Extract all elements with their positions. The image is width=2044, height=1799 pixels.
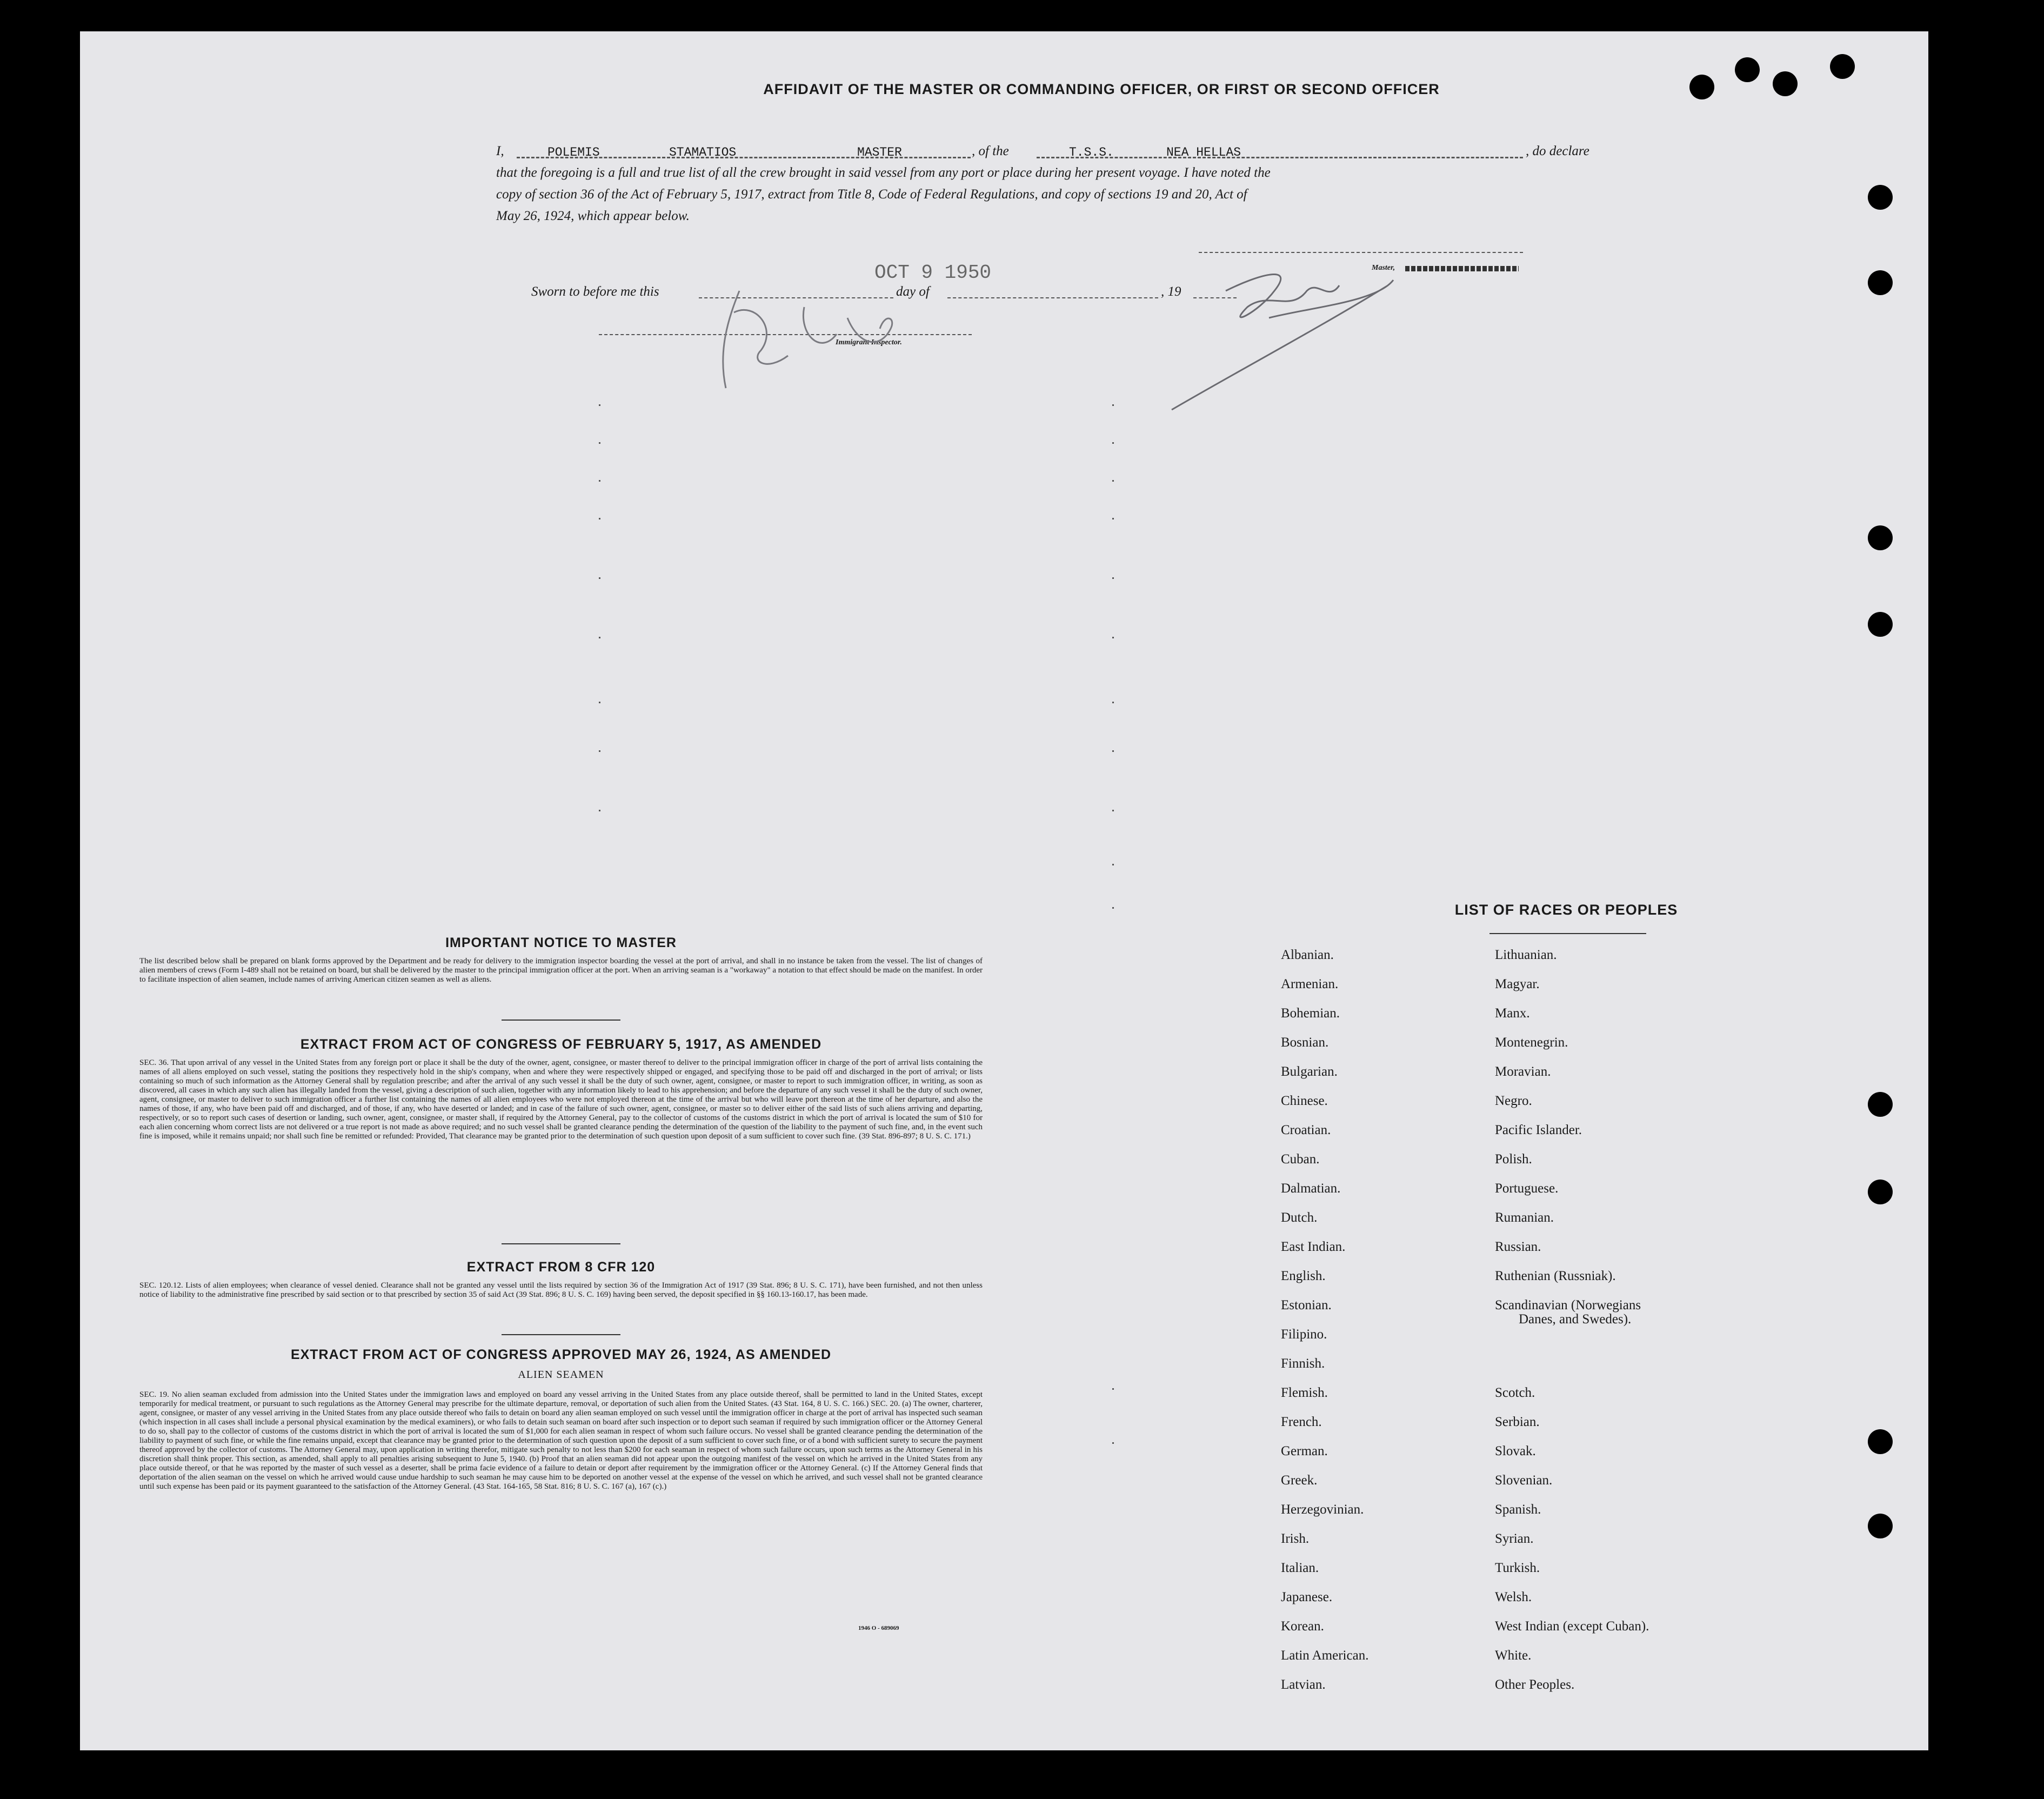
extract-1924-text: SEC. 19. No alien seaman excluded from admission into the United States under the immigration laws and employed on board any vessel arriving in the United States from any place outside thereof, shall be permitted to land in the United States, except temporarily for medical treatment, or pursuant to such regulations as the Attorney General may prescribe for the ultimate departure, removal, or deportation of such alien from the United States. (43 Stat. 164, 8 U. S. C. 166.) SEC. 20. (a) The owner, charterer, agent, consignee, or master of any vessel arriving in the United States from any place outside thereof who fails to detain on board any alien seaman employed on such vessel until the immigration officer in charge at the port of arrival has inspected such seaman (which inspection in all cases shall include a personal physical examination by the medical examiners), or who fails to detain such seaman on board after such inspection or to deport such seaman if required by such immigration officer or the Attorney General to do so, shall pay to the collector of customs of the customs district in which the port of arrival is located the sum of $1,000 for each alien seaman in respect of whom such failure occurs. No vessel shall be granted clearance pending the determination of the liability to payment of such fine, or while the fine remains unpaid, except that clearance may be granted prior to the determination of such question upon the deposit of a sum sufficient to cover such fine, or of a bond with sufficient surety to secure the payment thereof approved by the collector of customs. The Attorney General may, upon application in writing therefor, mitigate such penalty to not less than $200 for each seaman in respect of whom such failure occurs, upon such terms as the Attorney General in his discretion shall think proper. This section, as amended, shall apply to all penalties arising subsequent to June 5, 1940. (b) Proof that an alien seaman did not appear upon the outgoing manifest of the vessel on which he arrived in the United States from any place outside thereof, or that he was reported by the master of such vessel as a deserter, shall be prima facie evidence of a failure to detain or deport after requirement by the immigration officer or the Attorney General. (c) If the Attorney General finds that deportation of the alien seaman on the vessel on which he arrived would cause undue hardship to such seaman he may cause him to be deported on another vessel at the expense of the vessel on which he arrived, and such vessel shall not be granted clearance until such expense has been paid or its payment guaranteed to the satisfaction of the Attorney General. (43 Stat. 164-165, 58 Stat. 816; 8 U. S. C. 167 (a), 167 (c).) — [139, 1390, 983, 1491]
inspector-caption: Immigrant Inspector. — [836, 338, 902, 347]
declaration-line-4: May 26, 1924, which appear below. — [496, 209, 690, 223]
race-item: Scotch. — [1495, 1385, 1535, 1400]
race-item: French. — [1281, 1415, 1322, 1429]
race-item: Greek. — [1281, 1473, 1318, 1488]
race-item: Ruthenian (Russniak). — [1495, 1269, 1616, 1283]
race-item: Latin American. — [1281, 1648, 1369, 1663]
race-item: Latvian. — [1281, 1677, 1326, 1692]
notice-title: IMPORTANT NOTICE TO MASTER — [445, 935, 677, 950]
race-item: Armenian. — [1281, 977, 1339, 991]
race-item: Negro. — [1495, 1094, 1532, 1108]
race-item: Slovak. — [1495, 1444, 1536, 1458]
of-the-label: , of the — [972, 144, 1009, 158]
race-item: Welsh. — [1495, 1590, 1532, 1604]
race-item: Bulgarian. — [1281, 1064, 1338, 1079]
race-item: Spanish. — [1495, 1502, 1541, 1517]
extract-1917-title: EXTRACT FROM ACT OF CONGRESS OF FEBRUARY 5, 1917, AS AMENDED — [300, 1037, 822, 1052]
race-item: Flemish. — [1281, 1385, 1328, 1400]
master-given-name: STAMATIOS — [669, 145, 737, 159]
race-item: Dalmatian. — [1281, 1181, 1341, 1196]
race-item: Rumanian. — [1495, 1210, 1554, 1225]
race-item: Estonian. — [1281, 1298, 1332, 1312]
extract-1924-subtitle: ALIEN SEAMEN — [518, 1369, 604, 1381]
binding-hole — [1868, 612, 1893, 637]
race-item: Portuguese. — [1495, 1181, 1559, 1196]
date-stamp: OCT 9 1950 — [874, 262, 992, 284]
handwritten-signatures — [696, 269, 1534, 415]
race-item: Chinese. — [1281, 1094, 1328, 1108]
notice-text: The list described below shall be prepared on blank forms approved by the Department and be ready for delivery to the immigration inspector boarding the vessel at the port of arrival, and shall in no instance be taken from the vessel. The list of changes of alien members of crews (Form I-489 shall not be retained on board, but shall be delivered by the master to the principal immigration officer at the port. When an arriving seaman is a "workaway" a notation to that effect should be made on the manifest. In order to facilitate inspection of alien seamen, include names of arriving American citizen seamen as well as aliens. — [139, 957, 983, 984]
extract-1924-title: EXTRACT FROM ACT OF CONGRESS APPROVED MAY 26, 1924, AS AMENDED — [290, 1347, 832, 1362]
binding-hole — [1868, 525, 1893, 550]
divider — [502, 1334, 620, 1335]
race-item: Danes, and Swedes). — [1519, 1312, 1632, 1327]
day-of-label: day of — [896, 284, 930, 299]
divider — [502, 1243, 620, 1244]
binding-hole — [1689, 75, 1714, 99]
master-signature-line — [1199, 252, 1523, 253]
race-item: Serbian. — [1495, 1415, 1540, 1429]
binding-hole — [1868, 185, 1893, 210]
binding-hole — [1830, 54, 1855, 79]
race-item: Magyar. — [1495, 977, 1540, 991]
print-code: 1946 O - 689069 — [858, 1625, 899, 1631]
race-item: Croatian. — [1281, 1123, 1331, 1137]
race-item: Herzegovinian. — [1281, 1502, 1364, 1517]
master-caption: Master, — [1372, 264, 1395, 272]
race-item: Russian. — [1495, 1240, 1541, 1254]
races-title-rule — [1489, 933, 1646, 934]
race-item: Japanese. — [1281, 1590, 1333, 1604]
binding-hole — [1773, 71, 1798, 96]
race-item: Pacific Islander. — [1495, 1123, 1582, 1137]
document-sheet — [80, 31, 1928, 1750]
race-item: Korean. — [1281, 1619, 1324, 1634]
vessel-prefix: T.S.S. — [1069, 145, 1114, 159]
race-item: Bosnian. — [1281, 1035, 1329, 1050]
race-item: White. — [1495, 1648, 1532, 1663]
race-item: Turkish. — [1495, 1561, 1540, 1575]
race-item: Scandinavian (Norwegians — [1495, 1298, 1641, 1312]
binding-hole — [1868, 1180, 1893, 1204]
binding-hole — [1868, 1514, 1893, 1538]
race-item: Polish. — [1495, 1152, 1532, 1167]
master-surname: POLEMIS — [547, 145, 600, 159]
binding-hole — [1868, 1092, 1893, 1117]
extract-cfr-title: EXTRACT FROM 8 CFR 120 — [466, 1260, 656, 1275]
race-item: German. — [1281, 1444, 1328, 1458]
affidavit-title: AFFIDAVIT OF THE MASTER OR COMMANDING OFFICER, OR FIRST OR SECOND OFFICER — [763, 81, 1440, 97]
extract-cfr-text: SEC. 120.12. Lists of alien employees; when clearance of vessel denied. Clearance shall not be granted any vessel until the lists required by section 36 of the Immigration Act of 1917 (39 Stat. 896; 8 U. S. C. 171), have been furnished, and not then unless notice of liability to the administrative fine prescribed by said section or to that prescribed by section 35 of said Act (39 Stat. 896; 8 U. S. C. 169) having been served, the deposit specified in §§ 160.13-160.17, has been made. — [139, 1281, 983, 1299]
race-item: Filipino. — [1281, 1327, 1327, 1342]
race-item: Montenegrin. — [1495, 1035, 1568, 1050]
race-item: Moravian. — [1495, 1064, 1551, 1079]
vessel-name: NEA HELLAS — [1166, 145, 1241, 159]
declaration-line-3: copy of section 36 of the Act of February 5, 1917, extract from Title 8, Code of Federal Regulations, and copy of sections 19 and 20, Act of — [496, 187, 1247, 202]
master-rank: MASTER — [857, 145, 902, 159]
race-item: East Indian. — [1281, 1240, 1346, 1254]
race-item: Cuban. — [1281, 1152, 1320, 1167]
year-prefix: , 19 — [1161, 284, 1181, 299]
declaration-line-2: that the foregoing is a full and true list of all the crew brought in said vessel from any port or place during her present voyage. I have noted the — [496, 165, 1271, 180]
race-item: Bohemian. — [1281, 1006, 1340, 1021]
race-item: West Indian (except Cuban). — [1495, 1619, 1649, 1634]
do-declare-label: , do declare — [1526, 144, 1589, 158]
race-item: Lithuanian. — [1495, 948, 1557, 962]
binding-hole — [1868, 270, 1893, 295]
race-item: Slovenian. — [1495, 1473, 1553, 1488]
race-item: Irish. — [1281, 1531, 1310, 1546]
race-item: Dutch. — [1281, 1210, 1318, 1225]
race-item: Syrian. — [1495, 1531, 1534, 1546]
sworn-label: Sworn to before me this — [531, 284, 659, 299]
binding-hole — [1868, 1429, 1893, 1454]
race-item: Albanian. — [1281, 948, 1334, 962]
i-label: I, — [496, 144, 504, 158]
binding-hole — [1735, 57, 1760, 82]
race-item: Manx. — [1495, 1006, 1530, 1021]
declaration-line-1 — [496, 141, 1609, 162]
race-item: Other Peoples. — [1495, 1677, 1575, 1692]
races-title: LIST OF RACES OR PEOPLES — [1454, 902, 1678, 918]
extract-1917-text: SEC. 36. That upon arrival of any vessel in the United States from any foreign port or place it shall be the duty of the owner, agent, consignee, or master thereof to deliver to the principal immigration officer in charge of the port of arrival lists containing the names of all aliens employed on such vessel, stating the positions they respectively hold in the ship's company, when and where they were respectively shipped or engaged, and specifying those to be paid off and discharged in the port of arrival; or lists containing so much of such information as the Attorney General shall by regulation prescribe; and after the arrival of any such vessel it shall be the duty of such owner, agent, consignee, or master to report to such immigration officer, in writing, as soon as discovered, all cases in which any such alien has illegally landed from the vessel, giving a description of such alien, together with any information likely to lead to his apprehension; and before the departure of any such vessel it shall be the duty of such owner, agent, consignee, or master to deliver to such immigration officer a further list containing the names of all alien employees who were not employed thereon at the time of the arrival but who will leave port thereon at the time of her departure, and also the names of those, if any, who have been paid off and discharged, and of those, if any, who have deserted or landed; and in case of the failure of such owner, agent, consignee, or master so to deliver either of the said lists of such aliens arriving and departing, respectively, or so to report such cases of desertion or landing, such owner, agent, consignee, or master shall, if required by the Attorney General, pay to the collector of customs of the customs district in which the port of arrival is located the sum of $10 for each alien concerning whom correct lists are not delivered or a true report is not made as above required; and no such vessel shall be granted clearance pending the determination of the question of the liability to the payment of such fine, and, in the event such fine is imposed, while it remains unpaid; nor shall such fine be remitted or refunded: Provided, That clearance may be granted prior to the determination of such question upon deposit of a sum sufficient to cover such fine. (39 Stat. 896-897; 8 U. S. C. 171.) — [139, 1058, 983, 1141]
race-item: Italian. — [1281, 1561, 1319, 1575]
race-item: English. — [1281, 1269, 1326, 1283]
divider — [502, 1020, 620, 1021]
race-item: Finnish. — [1281, 1356, 1325, 1371]
